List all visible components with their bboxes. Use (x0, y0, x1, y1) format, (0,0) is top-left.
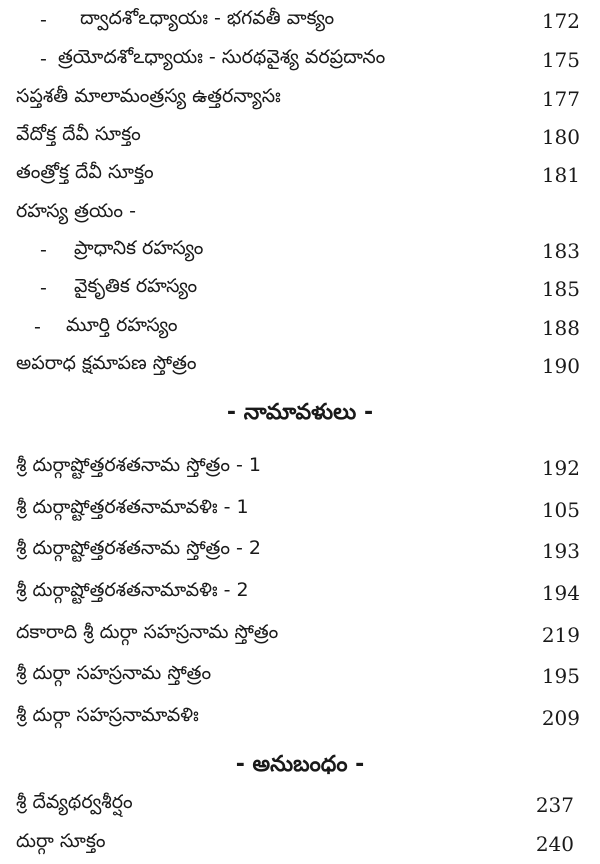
entry-dash: - (40, 48, 47, 70)
entry-title: వైకృతిక రహస్యం (74, 274, 198, 297)
entry-page-number: 177 (541, 87, 580, 111)
entry-title: తంత్రోక్త దేవీ సూక్తం (16, 160, 154, 183)
entry-title: రహస్య త్రయం - (16, 199, 136, 222)
toc-entry (16, 617, 278, 651)
entry-page-number: 190 (541, 354, 580, 378)
entry-title: అపరాధ క్షమాపణ స్తోత్రం (16, 351, 197, 374)
entry-page-number: 188 (541, 316, 580, 340)
entry-dash: - (40, 277, 47, 299)
toc-entry (16, 658, 211, 692)
toc-entry (16, 157, 154, 191)
entry-title: వేదోక్త దేవీ సూక్తం (16, 122, 141, 145)
entry-title: శ్రీ దుర్గాష్టోత్తరశతనామావళిః - 1 (16, 495, 249, 518)
entry-page-number: 219 (541, 623, 580, 647)
entry-title: శ్రీ దుర్గా సహస్రనామ స్తోత్రం (16, 661, 212, 684)
entry-page-number: 195 (541, 664, 580, 688)
toc-entry (16, 348, 197, 382)
entry-title: శ్రీ దుర్గాష్టోత్తరశతనామ స్తోత్రం - 1 (16, 453, 261, 476)
toc-entry (16, 700, 199, 734)
toc-entry (40, 233, 203, 267)
section-heading: - అనుబంధం - (235, 752, 365, 777)
entry-title: శ్రీ దుర్గాష్టోత్తరశతనామావళిః - 2 (16, 578, 249, 601)
toc-entry (40, 3, 334, 37)
toc-entry (16, 787, 133, 821)
toc-entry (40, 42, 385, 76)
entry-page-number: 172 (541, 9, 580, 33)
entry-page-number: 181 (541, 163, 580, 187)
entry-title: ప్రాధానిక రహస్యం (74, 236, 204, 259)
toc-entry (16, 119, 141, 153)
toc-entry (16, 533, 261, 567)
toc-entry (16, 450, 261, 484)
entry-page-number: 192 (541, 456, 580, 480)
toc-entry (16, 196, 136, 230)
toc-entry (16, 492, 249, 526)
entry-dash: - (40, 9, 47, 31)
entry-page-number: 237 (535, 793, 574, 817)
entry-dash: - (40, 239, 47, 261)
entry-title: దుర్గా సూక్తం (16, 829, 106, 852)
entry-page-number: 175 (541, 48, 580, 72)
entry-title: శ్రీ దుర్గా సహస్రనామావళిః (16, 703, 199, 726)
toc-entry (34, 310, 177, 344)
entry-page-number: 193 (541, 539, 580, 563)
entry-title: త్రయోదశోఽధ్యాయః - సురథవైశ్య వరప్రదానం (58, 45, 386, 68)
entry-dash: - (34, 316, 41, 338)
section-heading: - నామావళులు - (226, 400, 374, 425)
entry-title: శ్రీ దుర్గాష్టోత్తరశతనామ స్తోత్రం - 2 (16, 536, 261, 559)
entry-page-number: 209 (541, 706, 580, 730)
entry-title: మూర్తి రహస్యం (66, 313, 178, 336)
toc-entry (16, 575, 249, 609)
entry-page-number: 180 (541, 125, 580, 149)
entry-title: సప్తశతీ మాలామంత్రస్య ఉత్తరన్యాసః (16, 84, 281, 107)
entry-page-number: 183 (541, 239, 580, 263)
toc-entry (16, 81, 281, 115)
entry-page-number: 240 (535, 832, 574, 856)
entry-page-number: 185 (541, 277, 580, 301)
entry-title: దకారాది శ్రీ దుర్గా సహస్రనామ స్తోత్రం (16, 620, 279, 643)
entry-title: శ్రీ దేవ్యథర్వశీర్షం (16, 790, 133, 813)
toc-entry (16, 826, 106, 860)
entry-page-number: 105 (541, 498, 580, 522)
entry-title: ద్వాదశోఽధ్యాయః - భగవతీ వాక్యం (80, 6, 335, 29)
toc-entry (40, 271, 197, 305)
entry-page-number: 194 (541, 581, 580, 605)
